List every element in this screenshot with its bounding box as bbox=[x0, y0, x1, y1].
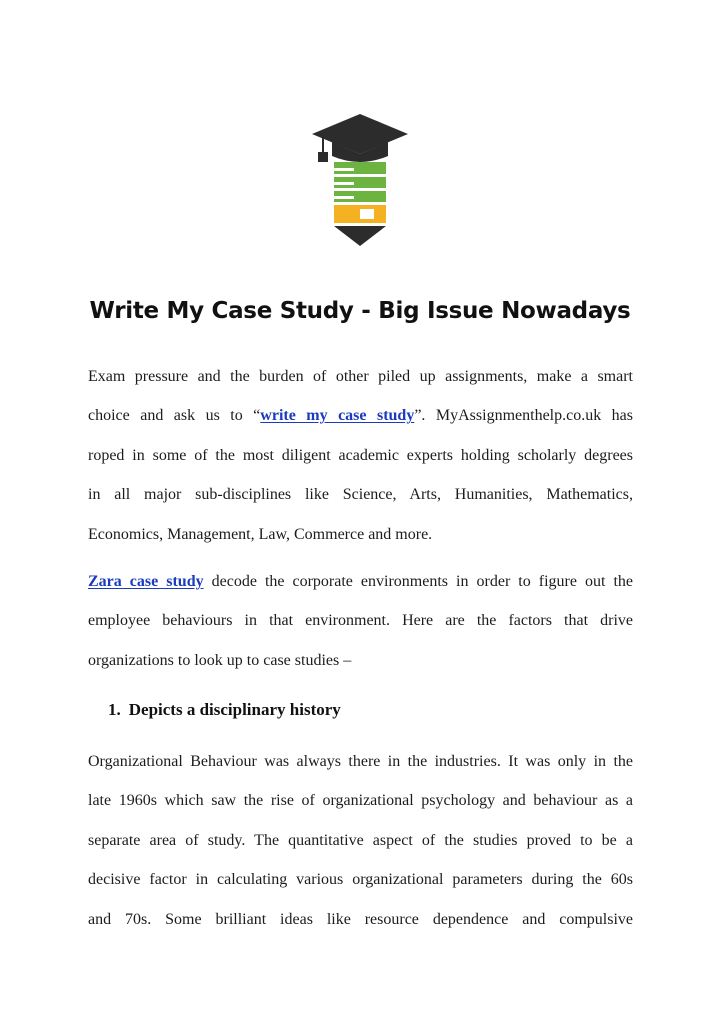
zara-case-study-link[interactable]: Zara case study bbox=[88, 573, 204, 590]
text-line: and 70s. Some brilliant ideas like resource dependence and compulsive bbox=[88, 910, 633, 928]
text-line: employee behaviours in that environment. Here are the factors that drive bbox=[88, 612, 633, 630]
paragraph-intro bbox=[88, 357, 633, 554]
heading-text: Depicts a disciplinary history bbox=[128, 700, 341, 719]
text-line bbox=[88, 562, 633, 601]
section-heading bbox=[108, 690, 341, 730]
logo bbox=[290, 100, 430, 260]
text-span: decode the corporate environments in order to figure out the bbox=[203, 573, 633, 590]
text-line: late 1960s which saw the rise of organizational psychology and behaviour as a bbox=[88, 792, 633, 810]
text-span: choice and ask us to “ bbox=[88, 407, 261, 425]
text-line: Exam pressure and the burden of other piled up assignments, make a smart bbox=[88, 368, 633, 385]
page-title: Write My Case Study - Big Issue Nowadays bbox=[89, 298, 631, 324]
write-my-case-study-link[interactable]: write my case study bbox=[260, 407, 415, 425]
text-line: decisive factor in calculating various organizational parameters during the 60s bbox=[88, 871, 633, 889]
text-line: separate area of study. The quantitative aspect of the studies proved to be a bbox=[88, 831, 633, 849]
text-line: roped in some of the most diligent academic experts holding scholarly degrees bbox=[88, 446, 633, 464]
text-line: Organizational Behaviour was always there in the industries. It was only in the bbox=[88, 753, 633, 770]
text-line: Economics, Management, Law, Commerce and more. bbox=[88, 525, 433, 543]
text-line: in all major sub-disciplines like Science, Arts, Humanities, Mathematics, bbox=[88, 486, 633, 504]
graduation-cap-pencil-logo-icon bbox=[290, 100, 430, 260]
text-line: organizations to look up to case studies – bbox=[88, 651, 352, 669]
text-line bbox=[88, 396, 633, 435]
paragraph-history bbox=[88, 742, 633, 939]
heading-number: 1. bbox=[108, 700, 121, 719]
paragraph-zara bbox=[88, 562, 633, 680]
text-span: ”. MyAssignmenthelp.co.uk has bbox=[414, 407, 634, 425]
